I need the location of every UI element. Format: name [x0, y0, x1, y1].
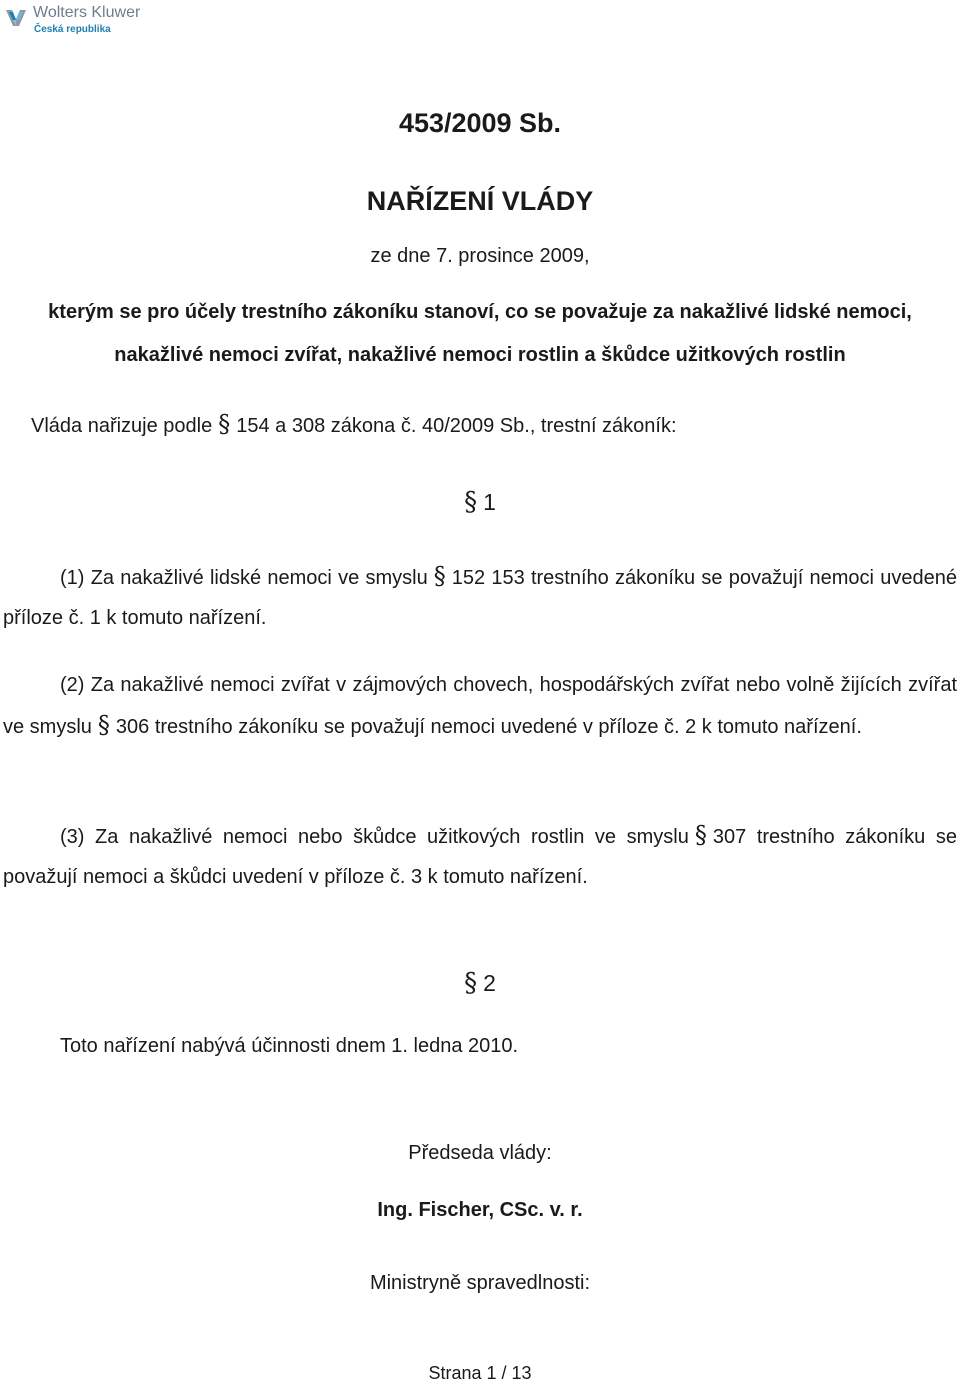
preamble-after: 154 a 308 zákona č. 40/2009 Sb., trestní zákoník: — [236, 415, 677, 437]
section-2-heading — [0, 968, 960, 998]
preamble-before: Vláda nařizuje podle — [31, 415, 213, 437]
section-symbol-icon: § — [464, 487, 478, 517]
section-1-paragraph-2: (2) Za nakažlivé nemoci zvířat v zájmových chovech, hospodářských zvířat nebo volně žijících zvířat ve smyslu § 306 trestního zákoníku se považují nemoci uvedené v příloze č. 2 k tomuto nařízení. — [3, 674, 957, 739]
section-symbol-icon: § — [97, 711, 110, 739]
document-date: ze dne 7. prosince 2009, — [370, 245, 590, 267]
section-symbol-icon: § — [694, 821, 707, 849]
document-number: 453/2009 Sb. — [398, 108, 562, 138]
subtitle-line-1: kterým se pro účely trestního zákoníku stanoví, co se považuje za nakažlivé lidské nemoci, — [48, 301, 912, 323]
page-number: Strana 1 / 13 — [428, 1363, 532, 1383]
section-2-text: Toto nařízení nabývá účinnosti dnem 1. ledna 2010. — [60, 1035, 519, 1057]
logo-subtitle: Česká republika — [34, 24, 111, 35]
wolters-kluwer-logo — [3, 3, 143, 37]
subtitle-line-2: nakažlivé nemoci zvířat, nakažlivé nemoci rostlin a škůdce užitkových rostlin — [114, 344, 846, 366]
document-subtitle — [0, 291, 960, 377]
section-1-number: 1 — [483, 489, 496, 515]
section-symbol-icon: § — [218, 410, 231, 438]
logo-name: Wolters Kluwer — [33, 4, 141, 21]
wolters-kluwer-logo-icon — [3, 3, 29, 33]
section-1-heading — [0, 487, 960, 517]
section-2-number: 2 — [483, 970, 496, 996]
preamble — [31, 404, 677, 446]
document-type: NAŘÍZENÍ VLÁDY — [366, 186, 594, 216]
section-1-paragraph-1: (1) Za nakažlivé lidské nemoci ve smyslu § 152 153 trestního zákoníku se považují nemoci uvedené příloze č. 1 k tomuto nařízení. — [3, 562, 957, 629]
justice-minister-label: Ministryně spravedlnosti: — [369, 1272, 591, 1294]
section-1-paragraph-3: (3) Za nakažlivé nemoci nebo škůdce užitkových rostlin ve smyslu § 307 trestního zákoníku se považují nemoci a škůdci uvedení v příloze č. 3 k tomuto nařízení. — [3, 821, 957, 888]
section-symbol-icon: § — [464, 968, 478, 998]
section-symbol-icon: § — [433, 562, 446, 590]
prime-minister-name: Ing. Fischer, CSc. v. r. — [377, 1199, 583, 1221]
prime-minister-label: Předseda vlády: — [408, 1142, 552, 1164]
